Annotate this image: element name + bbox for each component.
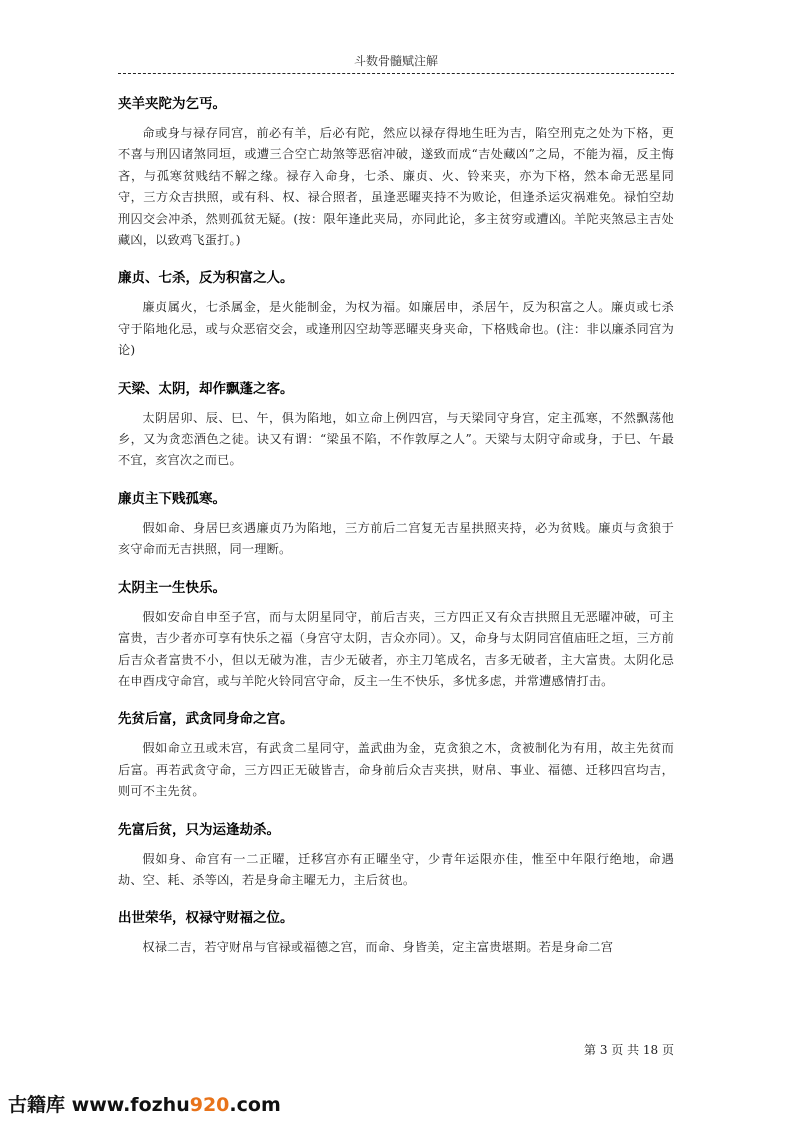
page-header-title: 斗数骨髓赋注解 bbox=[353, 54, 438, 68]
section-body: 太阴居卯、辰、巳、午，俱为陷地，如立命上例四宫，与天梁同守身宫，定主孤寒，不然飘荡他乡，又为贪恋酒色之徒。诀又有谓：“梁虽不陷，不作敦厚之人”。天梁与太阴守命或身，于巳、午最不宜，亥宫次之而已。 bbox=[118, 410, 674, 468]
section-7 bbox=[118, 820, 674, 892]
section-body: 假如安命自申至子宫，而与太阴星同守，前后吉夹，三方四正又有众吉拱照且无恶曜冲破，可主富贵，吉少者亦可享有快乐之福（身宫守太阴，吉众亦同）。又，命身与太阴同宫值庙旺之垣，三方前后吉众者富贵不小，但以无破为准，吉少无破者，亦主刀笔成名，吉多无破者，主大富贵。太阴化忌在申酉戌守命宫，或与羊陀火铃同宫守命，反主一生不快乐，多忧多虑，并常遭感情打击。 bbox=[118, 609, 674, 688]
section-3 bbox=[118, 379, 674, 472]
section-2 bbox=[118, 268, 674, 361]
watermark-site-name: 古籍库 bbox=[8, 1094, 66, 1116]
page-number: 第 3 页 共 18 页 bbox=[584, 1043, 674, 1057]
section-title: 出世荣华，权禄守财福之位。 bbox=[118, 910, 294, 927]
section-title: 先贫后富，武贪同身命之宫。 bbox=[118, 711, 294, 728]
header-divider bbox=[118, 73, 674, 74]
document-body bbox=[118, 94, 674, 976]
section-title: 廉贞主下贱孤寒。 bbox=[118, 490, 226, 507]
section-1 bbox=[118, 94, 674, 251]
section-5 bbox=[118, 578, 674, 693]
section-body: 假如命立丑或未宫，有武贪二星同守，盖武曲为金，克贪狼之木，贪被制化为有用，故主先贫而后富。再若武贪守命，三方四正无破皆吉，命身前后众吉夹拱，财帛、事业、福德、迁移四宫均吉，则可不主先贫。 bbox=[118, 741, 674, 799]
section-body: 假如命、身居巳亥遇廉贞乃为陷地，三方前后二宫复无吉星拱照夹持，必为贫贱。廉贞与贪狼于亥守命而无吉拱照，同一理断。 bbox=[118, 520, 674, 557]
section-6 bbox=[118, 709, 674, 802]
section-title: 廉贞、七杀，反为积富之人。 bbox=[118, 270, 294, 287]
watermark-url-prefix: www.fozhu bbox=[71, 1094, 190, 1116]
watermark-url-suffix: .com bbox=[229, 1094, 281, 1116]
watermark-url-number: 920 bbox=[189, 1094, 230, 1116]
section-8 bbox=[118, 908, 674, 958]
section-4 bbox=[118, 489, 674, 561]
section-body: 权禄二吉，若守财帛与官禄或福德之宫，而命、身皆美，定主富贵堪期。若是身命二宫 bbox=[142, 940, 614, 955]
section-body: 假如身、命宫有一二正曜，迁移宫亦有正曜坐守，少青年运限亦佳，惟至中年限行绝地，命遇劫、空、耗、杀等凶，若是身命主曜无力，主后贫也。 bbox=[118, 851, 674, 887]
section-body: 命或身与禄存同宫，前必有羊，后必有陀，然应以禄存得地生旺为吉，陷空刑克之处为下格，更不喜与刑囚诸煞同垣，或遭三合空亡劫煞等恶宿冲破，遂致而成“吉处藏凶”之局，不能为福，反主悔吝，与孤寒贫贱结不解之缘。禄存入命身，七杀、廉贞、火、铃来夹，亦为下格，然本命无恶星同守，三方众吉拱照，或有科、权、禄合照者，虽逢恶曜夹持不为败论，但逢杀运灾祸难免。禄怕空劫刑囚交会冲杀，然则孤贫无疑。(按：限年逢此夹局，亦同此论，多主贫穷或遭凶。羊陀夹煞忌主吉处藏凶，以致鸡飞蛋打。) bbox=[118, 126, 674, 248]
site-watermark bbox=[8, 1090, 281, 1117]
section-title: 太阴主一生快乐。 bbox=[118, 579, 226, 596]
section-title: 夹羊夹陀为乞丐。 bbox=[118, 96, 226, 112]
section-body: 廉贞属火，七杀属金，是火能制金，为权为福。如廉居申，杀居午，反为积富之人。廉贞或七杀守于陷地化忌，或与众恶宿交会，或逢刑囚空劫等恶曜夹身夹命，下格贱命也。(注：非以廉杀同宫为论) bbox=[118, 300, 674, 358]
section-title: 天梁、太阴，却作飘蓬之客。 bbox=[118, 380, 294, 397]
section-title: 先富后贫，只为运逢劫杀。 bbox=[118, 821, 280, 838]
